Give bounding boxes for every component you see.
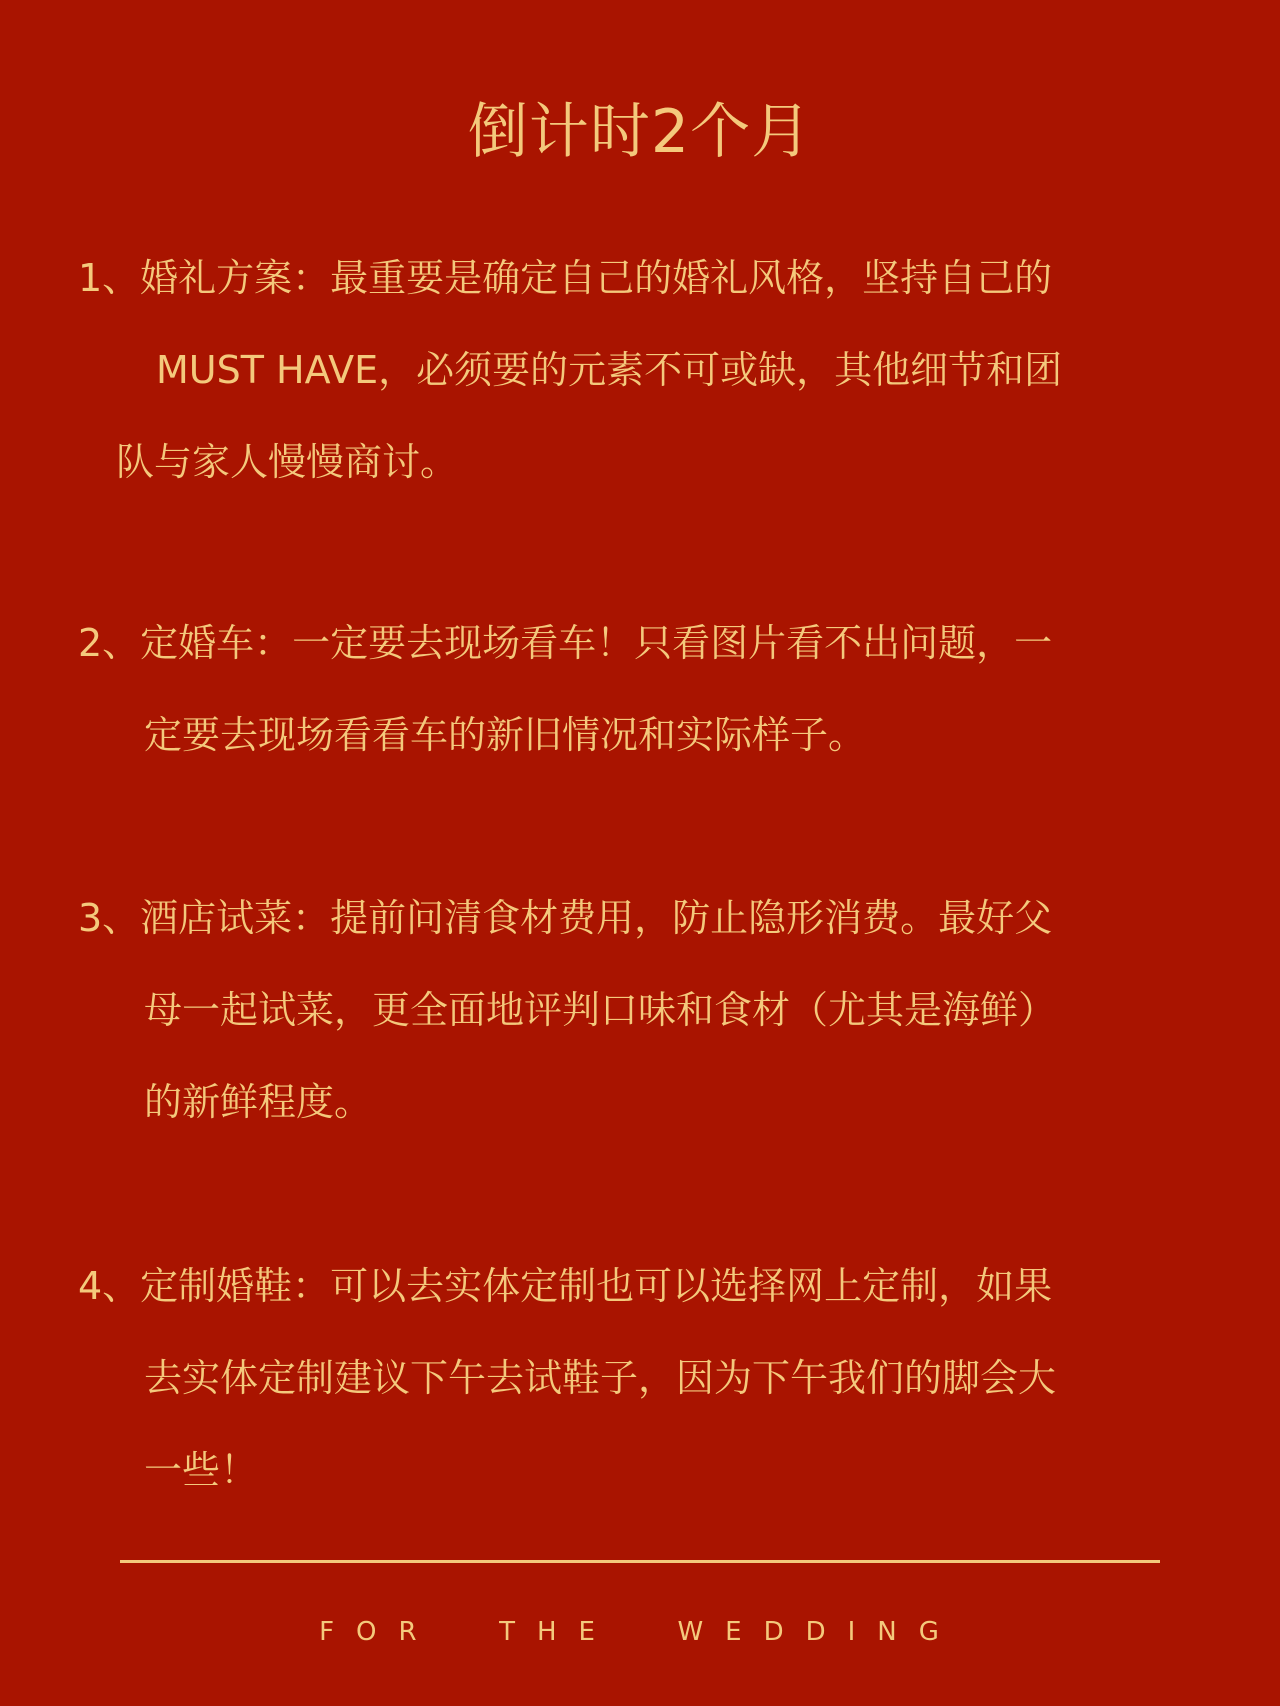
list-item-line: 定要去现场看看车的新旧情况和实际样子。	[144, 713, 867, 757]
list-item-line: 一些！	[144, 1448, 259, 1492]
list-item-line: MUST HAVE，必须要的元素不可或缺，其他细节和团	[156, 348, 1063, 392]
list-item-line: 2、定婚车：一定要去现场看车！只看图片看不出问题，一	[78, 621, 1053, 665]
page-title: 倒计时2个月	[467, 97, 813, 167]
divider	[120, 1560, 1160, 1563]
footer-tagline: FOR THE WEDDING	[319, 1617, 961, 1647]
list-item	[78, 872, 1168, 1148]
list-item-line: 3、酒店试菜：提前问清食材费用，防止隐形消费。最好父	[78, 896, 1053, 940]
list-item-line: 4、定制婚鞋：可以去实体定制也可以选择网上定制，如果	[78, 1264, 1053, 1308]
list-item	[78, 597, 1168, 781]
list-item	[78, 232, 1168, 508]
list-item-line: 队与家人慢慢商讨。	[116, 440, 459, 484]
list-item	[78, 1240, 1168, 1516]
list-item-line: 的新鲜程度。	[144, 1080, 373, 1124]
list-item-line: 去实体定制建议下午去试鞋子，因为下午我们的脚会大	[144, 1356, 1057, 1400]
list-item-line: 母一起试菜，更全面地评判口味和食材（尤其是海鲜）	[144, 988, 1057, 1032]
list-item-line: 1、婚礼方案：最重要是确定自己的婚礼风格，坚持自己的	[78, 256, 1053, 300]
